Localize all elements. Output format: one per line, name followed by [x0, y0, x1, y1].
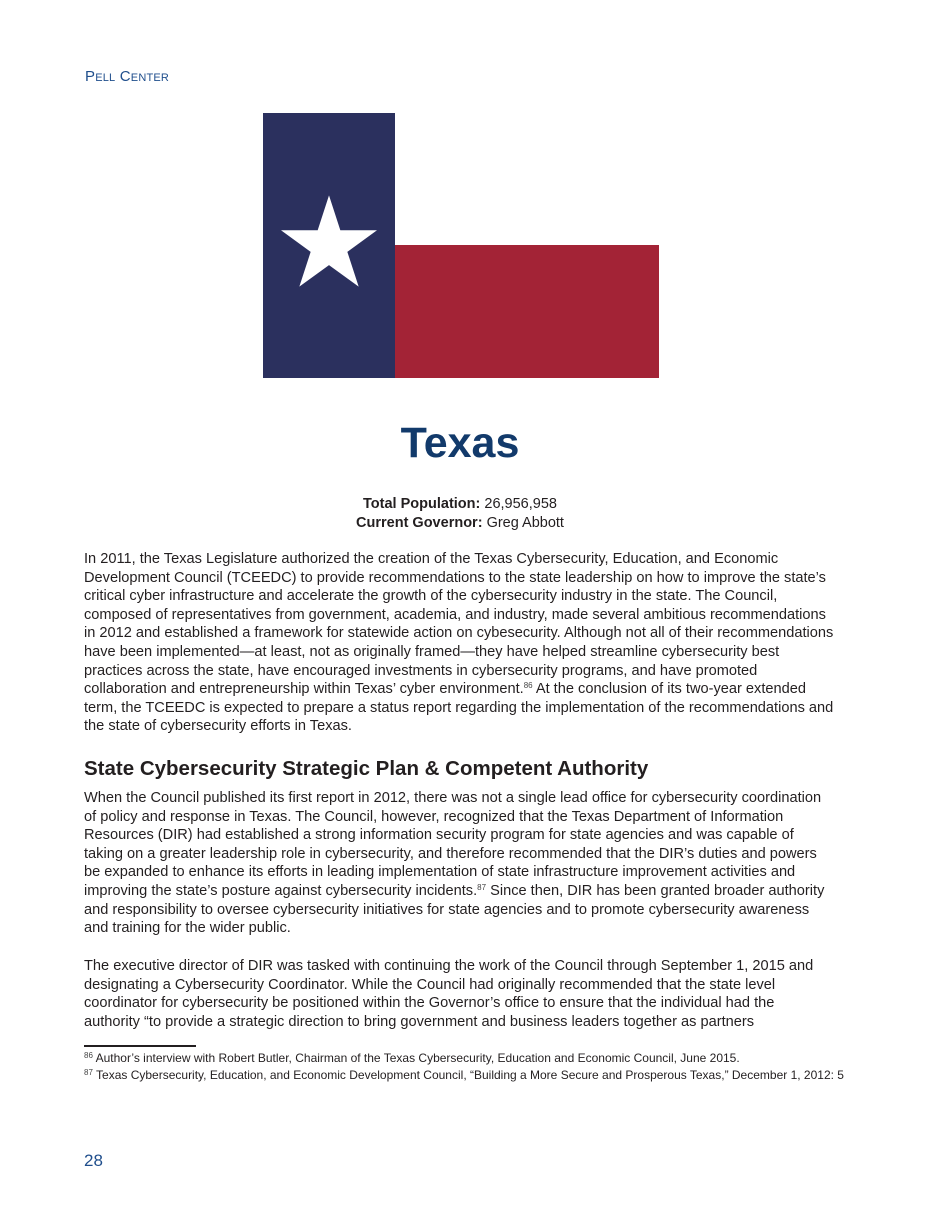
page-title: Texas: [400, 419, 520, 467]
footnote-number: 87: [84, 1068, 93, 1077]
population-label: Total Population:: [363, 496, 481, 512]
footnote-divider: [84, 1045, 196, 1047]
footnote-ref-86[interactable]: 86: [523, 681, 533, 691]
population-value: 26,956,958: [484, 496, 557, 512]
intro-text-1: In 2011, the Texas Legislature authorized the creation of the Texas Cybersecurity, Education, and Economic Development Council (TCEEDC) to provide recommendations to the state leadership on how to improve the state’s critical cyber infrastructure and accelerate the growth of the cybersecurity industry in the state. The Council, composed of representatives from government, academia, and industry, made several ambitious recommendations in 2012 and established a framework for statewide action on cybesecurity. Although not all of their recommendations have been implemented—at least, not as originally framed—they have helped streamline cybersecurity best practices across the state, have encouraged investments in cybersecurity programs, and have promoted collaboration and entrepreneurship within Texas’ cyber environment.: [84, 551, 834, 698]
flag-red-stripe: [395, 245, 659, 378]
flag-blue-field: [263, 113, 395, 378]
intro-paragraph: [84, 550, 834, 736]
intro-text-2: At the conclusion of its two-year extended term, the TCEEDC is expected to prepare a status report regarding the implementation of the recommendations and the state of cybersecurity efforts in Texas.: [84, 681, 834, 735]
star-icon: [281, 195, 377, 287]
footnote-number: 86: [84, 1051, 93, 1060]
governor-line: [0, 514, 920, 533]
section-paragraph-2: The executive director of DIR was tasked with continuing the work of the Council through September 1, 2015 and designating a Cybersecurity Coordinator. While the Council had originally recommended that the state level coordinator for cybersecurity be positioned within the Governor’s office to ensure that the individual had the authority “to provide a strategic direction to bring government and business leaders together as partners: [84, 958, 814, 1030]
section-p1-text-1: When the Council published its first report in 2012, there was not a single lead office for cybersecurity coordination of policy and response in Texas. The Council, however, recognized that the Texas Department of Information Resources (DIR) had established a strong information security program for state agencies and was capable of taking on a greater leadership role in cybersecurity, and therefore recommended that the DIR’s duties and powers be expanded to enhance its efforts in leading implementation of state infrastructure improvement activities and improving the state’s posture against cybersecurity incidents.: [84, 790, 822, 899]
footnote-ref-87[interactable]: 87: [477, 882, 487, 892]
footnote-text: Texas Cybersecurity, Education, and Economic Development Council, “Building a More Secure and Prosperous Texas,” December 1, 2012: 5: [92, 1068, 844, 1082]
section-heading: State Cybersecurity Strategic Plan & Competent Authority: [84, 757, 649, 780]
section-paragraph-1: [84, 789, 834, 938]
running-header: Pell Center: [85, 68, 170, 85]
state-facts: [0, 495, 920, 532]
page-number: 28: [84, 1151, 103, 1170]
footnotes: [84, 1050, 844, 1084]
governor-value: Greg Abbott: [486, 514, 564, 531]
footnote-87: [84, 1067, 844, 1084]
footnote-86: [84, 1050, 844, 1067]
texas-flag-icon: [263, 113, 659, 378]
flag-white-stripe: [395, 113, 659, 245]
footnote-text: Author’s interview with Robert Butler, Chairman of the Texas Cybersecurity, Education and Economic Council, June 2015.: [92, 1051, 740, 1065]
section-p1-text-2: Since then, DIR has been granted broader authority and responsibility to oversee cybersecurity initiatives for state agencies and to promote cybersecurity awareness and training for the wider public.: [84, 882, 825, 937]
governor-label: Current Governor:: [356, 514, 483, 531]
population-line: [0, 495, 920, 514]
